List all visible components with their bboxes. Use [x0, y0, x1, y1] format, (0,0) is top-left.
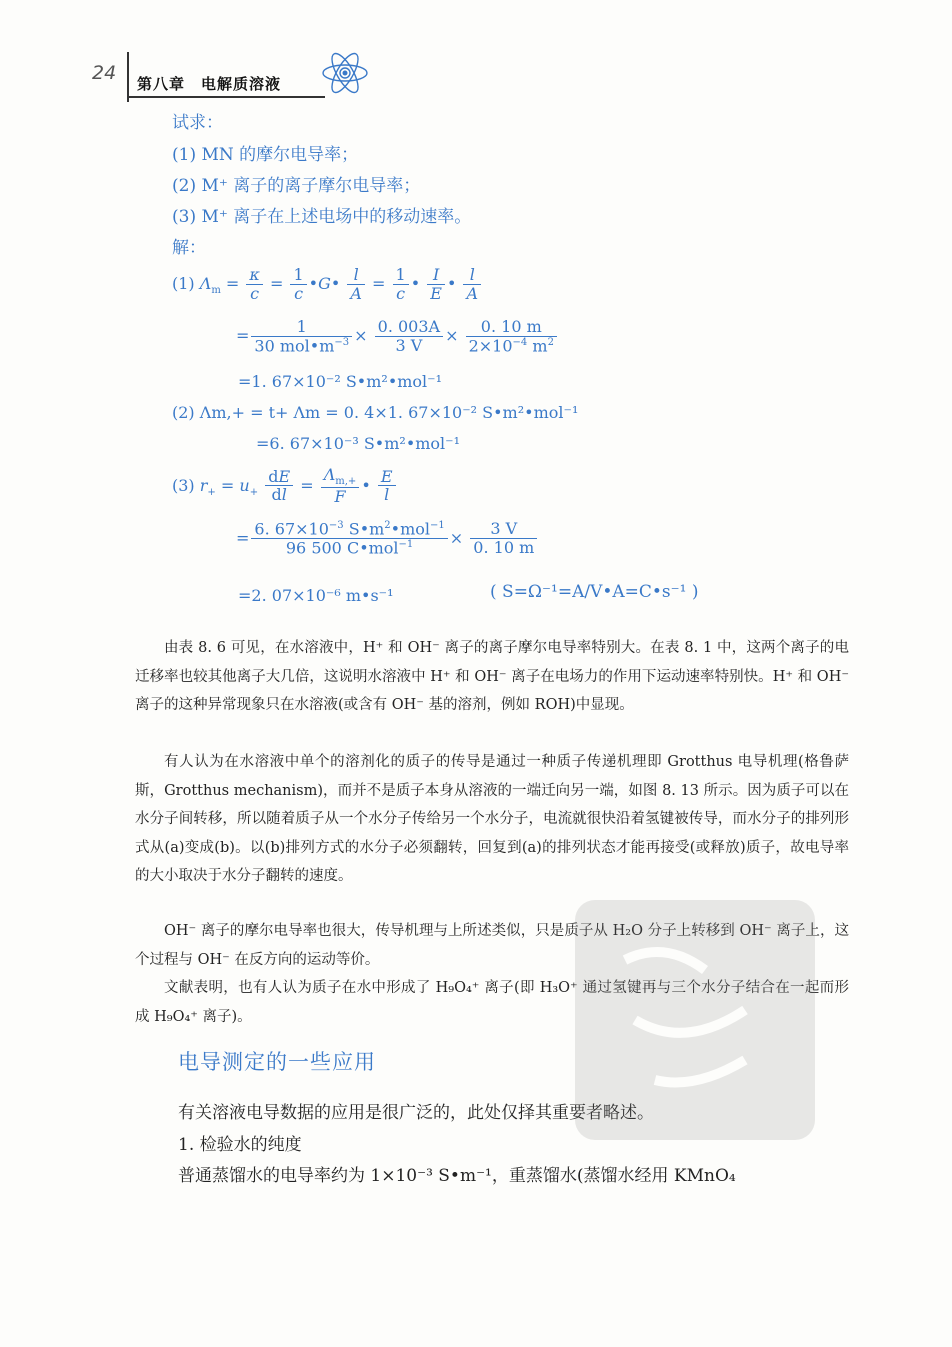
equation-1: (1) $\Lambda_m$ = $\frac{\kappa}{c}$ = $\frac{1}{c}$ •G• $\frac{l}{A}$ = $\frac{1}{c}$ • $\frac{I}{E}$ • $\frac{l}{A}$ [172, 266, 483, 303]
equation-3: (3) $r_+ = u_+$ $\frac{dE}{dl}$ = $\frac{\Lambda_{m,+}}{F}$ • $\frac{E}{l}$ [172, 466, 398, 507]
page-number: 24 [92, 62, 117, 84]
library-stamp-watermark [545, 870, 845, 1170]
step-1-label: (1) [172, 274, 195, 293]
unit-note: ( S=Ω⁻¹=A/V•A=C•s⁻¹ ) [490, 582, 699, 602]
section-intro: 有关溶液电导数据的应用是很广泛的，此处仅择其重要者略述。 [178, 1103, 654, 1123]
equation-1-substitution: = $\frac{1}{30 mol•m^{-3}}$ × $\frac{0. 003A}{3 V}$ × $\frac{0. 10 m}{2\times 10^{-4} m^2}$ [236, 318, 559, 355]
header-divider-horizontal [127, 96, 325, 98]
paragraph-4: 文献表明，也有人认为质子在水中形成了 H₉O₄⁺ 离子(即 H₃O⁺ 通过氢键再与三个水分子结合在一起而形成 H₉O₄⁺ 离子)。 [135, 980, 849, 1025]
paragraph-1: 由表 8. 6 可见，在水溶液中，H⁺ 和 OH⁻ 离子的离子摩尔电导率特别大。在表 8. 1 中，这两个离子的电迁移率也较其他离子大几倍，这说明水溶液中 H⁺ 和 OH⁻ 离子在电场力的作用下运动速率特别快。H⁺ 和 OH⁻ 离子的这种异常现象只在水溶液(或含有 OH⁻ 基的溶剂，例如 ROH)中显现。 [135, 640, 849, 713]
ask-line: 试求： [172, 113, 223, 133]
equation-2 [172, 403, 578, 422]
question-1: (1) MN 的摩尔电导率； [172, 145, 359, 165]
question-2: (2) M⁺ 离子的离子摩尔电导率； [172, 176, 421, 196]
equation-2-line-2: =6. 67×10⁻³ S•m²•mol⁻¹ [256, 434, 461, 453]
paragraph-3: OH⁻ 离子的摩尔电导率也很大，传导机理与上所述类似，只是质子从 H₂O 分子上转移到 OH⁻ 离子上，这个过程与 OH⁻ 在反方向的运动等价。 [135, 923, 849, 968]
answer-label: 解： [172, 238, 206, 258]
chapter-title: 第八章 电解质溶液 [137, 75, 282, 93]
equation-2-line-1: Λm,+ = t+ Λm = 0. 4×1. 67×10⁻² S•m²•mol⁻¹ [199, 403, 579, 422]
header-divider-vertical [127, 52, 129, 102]
equation-3-result: =2. 07×10⁻⁶ m•s⁻¹ [238, 586, 394, 605]
equation-3-substitution: = $\frac{6. 67\times 10^{-3} S•m^2•mol^{-1}}{96 500 C•mol^{-1}}$ × $\frac{3 V}{0. 10 m}$ [236, 520, 539, 558]
list-item-1-heading: 1. 检验水的纯度 [178, 1135, 302, 1155]
list-item-1-text: 普通蒸馏水的电导率约为 1×10⁻³ S•m⁻¹，重蒸馏水(蒸馏水经用 KMnO₄ [178, 1166, 736, 1186]
paragraph-2: 有人认为在水溶液中单个的溶剂化的质子的传导是通过一种质子传递机理即 Grotthus 电导机理(格鲁萨斯，Grotthus mechanism)，而并不是质子本身从溶液的一端迁向另一端，如图 8. 13 所示。因为质子可以在水分子间转移，所以随着质子从一个水分子传给另一个水分子，电流就很快沿着氢键被传导，而水分子的排列形式从(a)变成(b)。以(b)排列方式的水分子必须翻转，回复到(a)的排列状态才能再接受(或释放)质子，故电导率的大小取决于水分子翻转的速度。 [135, 754, 849, 884]
step-2-label: (2) [172, 403, 195, 422]
section-title: 电导测定的一些应用 [178, 1050, 376, 1074]
question-3: (3) M⁺ 离子在上述电场中的移动速率。 [172, 207, 472, 227]
equation-1-result: =1. 67×10⁻² S•m²•mol⁻¹ [238, 372, 443, 391]
step-3-label: (3) [172, 475, 195, 495]
atom-flower-icon [320, 48, 370, 98]
